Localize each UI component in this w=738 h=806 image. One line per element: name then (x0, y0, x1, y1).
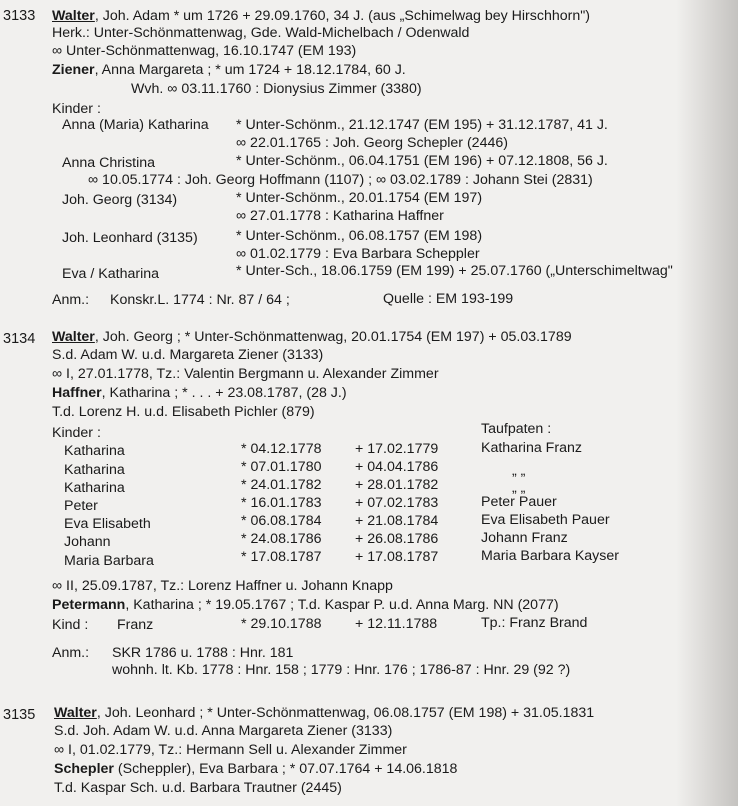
child-name: Katharina (64, 443, 125, 459)
entry-number: 3134 (3, 331, 36, 347)
marriage-1: ∞ I, 01.02.1779, Tz.: Hermann Sell u. Alexander Zimmer (54, 742, 407, 758)
child-name: Peter (64, 498, 98, 514)
spouse-surname: Schepler (54, 761, 114, 777)
surname: Walter (54, 705, 97, 721)
surname: Walter (52, 8, 95, 24)
child-name: Anna (Maria) Katharina (62, 117, 209, 133)
child-born: * 17.08.1787 (241, 549, 322, 565)
child-info: * Unter-Sch., 18.06.1759 (EM 199) + 25.07.1760 („Unterschimeltwag" (236, 263, 673, 279)
parents-line: S.d. Adam W. u.d. Margareta Ziener (3133) (52, 347, 324, 363)
child-name: Eva / Katharina (62, 266, 160, 282)
child-name: Anna Christina (62, 155, 156, 171)
taufpaten-label: Taufpaten : (481, 421, 552, 437)
spouse-surname: Haffner (52, 385, 102, 401)
parents-line: S.d. Joh. Adam W. u.d. Anna Margareta Ziener (3133) (54, 723, 393, 739)
child-godparent: Johann Franz (481, 530, 568, 546)
kind-born: * 29.10.1788 (241, 616, 322, 632)
child-info: * Unter-Schönm., 06.08.1757 (EM 198) (236, 228, 483, 244)
page-edge-shadow (676, 0, 738, 806)
child-info: * Unter-Schönm., 06.04.1751 (EM 196) + 07.12.1808, 56 J. (236, 153, 608, 169)
child-info: * Unter-Schönm., 20.01.1754 (EM 197) (236, 190, 483, 206)
source-note: Quelle : EM 193-199 (383, 291, 514, 307)
anm-label: Anm.: (52, 292, 90, 308)
spouse-details: (Scheppler), Eva Barbara ; * 07.07.1764 + 14.06.1818 (113, 761, 458, 777)
entry-number: 3135 (3, 707, 36, 723)
child-died: + 28.01.1782 (355, 477, 439, 493)
spouse-surname: Petermann (52, 597, 126, 613)
child-info: * Unter-Schönm., 21.12.1747 (EM 195) + 31.12.1787, 41 J. (236, 117, 608, 133)
entry-header (54, 705, 594, 722)
marriage-2: ∞ II, 25.09.1787, Tz.: Lorenz Haffner u. Johann Knapp (52, 578, 393, 594)
child-born: * 07.01.1780 (241, 459, 322, 475)
child-name: Johann (64, 534, 111, 550)
child-died: + 26.08.1786 (355, 531, 439, 547)
spouse-1 (52, 385, 347, 402)
child-died: + 17.08.1787 (355, 549, 439, 565)
kind-name: Franz (117, 617, 154, 633)
child-name: Maria Barbara (64, 553, 154, 569)
spouse-1 (54, 761, 457, 778)
entry-header (52, 329, 572, 346)
child-marriage: ∞ 01.02.1779 : Eva Barbara Scheppler (236, 246, 480, 262)
child-died: + 04.04.1786 (355, 459, 439, 475)
widow-remarriage: Wvh. ∞ 03.11.1760 : Dionysius Zimmer (3380) (131, 81, 422, 97)
child-marriage: ∞ 22.01.1765 : Joh. Georg Schepler (2446) (236, 135, 508, 151)
header-details: , Joh. Georg ; * Unter-Schönmattenwag, 20.01.1754 (EM 197) + 05.03.1789 (94, 329, 572, 345)
child-born: * 04.12.1778 (241, 441, 322, 457)
spouse-details: , Anna Margareta ; * um 1724 + 18.12.1784, 60 J. (94, 62, 406, 78)
surname: Walter (52, 329, 95, 345)
marriage-1: ∞ I, 27.01.1778, Tz.: Valentin Bergmann u. Alexander Zimmer (52, 366, 439, 382)
entry-number: 3133 (3, 8, 36, 24)
entry-header (52, 8, 590, 25)
child-born: * 16.01.1783 (241, 495, 322, 511)
child-godparent: Eva Elisabeth Pauer (481, 512, 610, 528)
kind-label: Kind : (52, 617, 89, 633)
child-marriage: ∞ 27.01.1778 : Katharina Haffner (236, 208, 444, 224)
child-godparent: „ „ (512, 480, 526, 496)
origin-line: Herk.: Unter-Schönmattenwag, Gde. Wald-Michelbach / Odenwald (52, 25, 470, 41)
child-name: Eva Elisabeth (64, 516, 151, 532)
spouse-surname: Ziener (52, 62, 95, 78)
child-godparent: Katharina Franz (481, 440, 582, 456)
spouse-2 (52, 597, 559, 614)
spouse-1-parents: T.d. Lorenz H. u.d. Elisabeth Pichler (879) (52, 404, 315, 420)
child-died: + 21.08.1784 (355, 513, 439, 529)
child-died: + 17.02.1779 (355, 441, 439, 457)
spouse-details: , Katharina ; * . . . + 23.08.1787, (28 J.) (101, 385, 347, 401)
child-marriage: ∞ 10.05.1774 : Joh. Georg Hoffmann (1107) ; ∞ 03.02.1789 : Johann Stei (2831) (88, 172, 593, 188)
header-details: , Joh. Adam * um 1726 + 29.09.1760, 34 J. (aus „Schimelwag bey Hirschhorn") (94, 8, 591, 24)
kind-died: + 12.11.1788 (355, 616, 438, 632)
child-name: Katharina (64, 480, 125, 496)
spouse-line (52, 62, 406, 79)
spouse-1-parents: T.d. Kaspar Sch. u.d. Barbara Trautner (2445) (54, 780, 342, 796)
child-born: * 24.01.1782 (241, 477, 322, 493)
marriage-line: ∞ Unter-Schönmattenwag, 16.10.1747 (EM 193) (52, 43, 357, 59)
anm-label: Anm.: (52, 645, 90, 661)
anm-line-2: wohnh. lt. Kb. 1778 : Hnr. 158 ; 1779 : Hnr. 176 ; 1786-87 : Hnr. 29 (92 ?) (112, 662, 571, 678)
kind-godparent: Tp.: Franz Brand (481, 615, 588, 631)
kinder-label: Kinder : (52, 425, 101, 441)
child-died: + 07.02.1783 (355, 495, 439, 511)
anm-text: Konskr.L. 1774 : Nr. 87 / 64 ; (110, 292, 290, 308)
child-name: Joh. Leonhard (3135) (62, 230, 198, 246)
child-godparent: Peter Pauer (481, 494, 557, 510)
spouse-details: , Katharina ; * 19.05.1767 ; T.d. Kaspar P. u.d. Anna Marg. NN (2077) (125, 597, 559, 613)
header-details: , Joh. Leonhard ; * Unter-Schönmattenwag, 06.08.1757 (EM 198) + 31.05.1831 (96, 705, 595, 721)
child-godparent: „ „ (512, 463, 526, 479)
child-name: Katharina (64, 462, 125, 478)
anm-line-1: SKR 1786 u. 1788 : Hnr. 181 (112, 645, 294, 661)
child-name: Joh. Georg (3134) (62, 192, 178, 208)
child-godparent: Maria Barbara Kayser (481, 548, 619, 564)
child-born: * 06.08.1784 (241, 513, 322, 529)
child-born: * 24.08.1786 (241, 531, 322, 547)
kinder-label: Kinder : (52, 101, 101, 117)
